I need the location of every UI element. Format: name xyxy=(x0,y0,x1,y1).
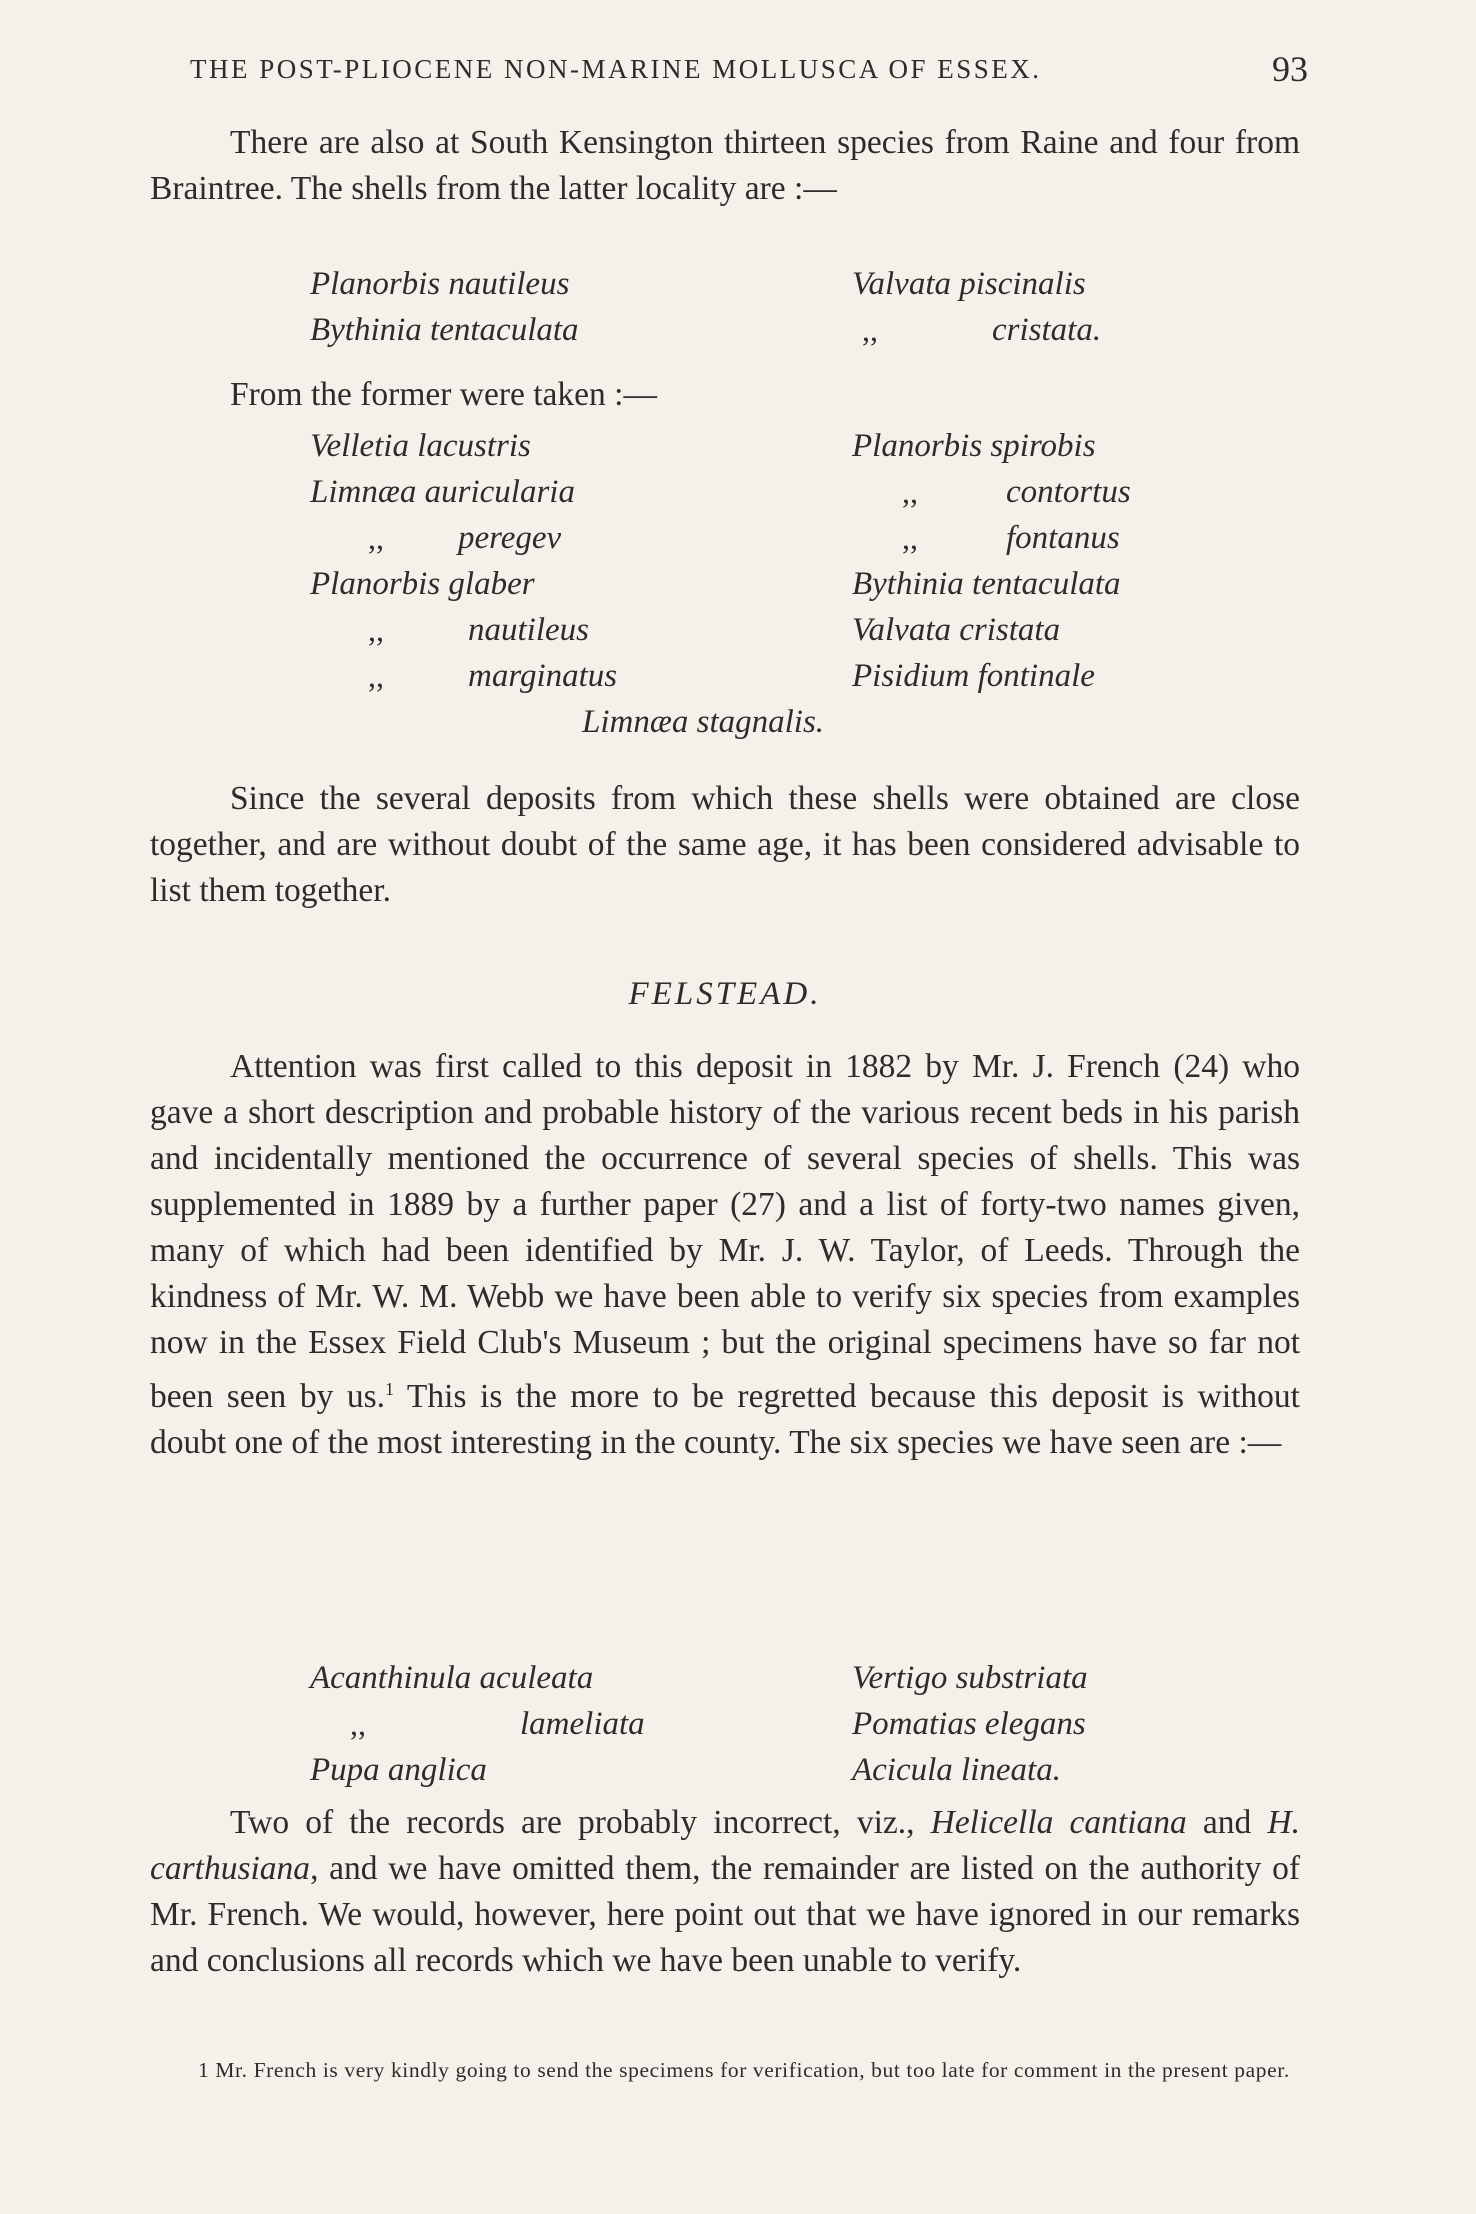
ditto-mark: ,, xyxy=(902,520,918,556)
section-heading: FELSTEAD. xyxy=(628,976,822,1012)
page-number: 93 xyxy=(1272,49,1308,89)
ditto-mark: ,, xyxy=(368,658,384,694)
list-item: Limnæa auricularia xyxy=(310,474,575,510)
list-item: Pomatias elegans xyxy=(852,1706,1086,1742)
intro-paragraph: There are also at South Kensington thirteen species from Raine and four from Braintree. The shells from the latter locality are :— xyxy=(150,124,1300,207)
list-item: nautileus xyxy=(468,612,589,648)
running-title: THE POST-PLIOCENE NON-MARINE MOLLUSCA OF ESSEX. xyxy=(190,54,1042,84)
list-item: Bythinia tentaculata xyxy=(852,566,1121,602)
species-name: H. carthusiana xyxy=(150,1804,1300,1887)
paragraph-text: Attention was first called to this deposit in 1882 by Mr. J. French (24) who gave a short description and probable history of the various recent beds in his parish and incidentally mentioned the occurrence of several species of shells. This was supplemented in 1889 by a further paper (27) and a list of forty-two names given, many of which had been identified by Mr. J. W. Taylor, of Leeds. Through the kindness of Mr. W. M. Webb we have been able to verify six species from examples now in the Essex Field Club's Museum ; but the original specimens have so far not been seen by us. xyxy=(150,1048,1300,1416)
ditto-mark: ,, xyxy=(902,474,918,510)
list-item: Pisidium fontinale xyxy=(852,658,1095,694)
list-item: cristata. xyxy=(992,312,1102,348)
footnote xyxy=(150,2058,1300,2082)
final-paragraph xyxy=(150,1800,1300,1984)
list-item: Planorbis spirobis xyxy=(852,428,1096,464)
list-item: Valvata cristata xyxy=(852,612,1061,648)
ditto-mark: ,, xyxy=(368,520,384,556)
list-item: lameliata xyxy=(520,1706,645,1742)
list-item: Bythinia tentaculata xyxy=(310,312,579,348)
paragraph-text: Two of the records are probably incorrect, viz., xyxy=(230,1804,931,1841)
list-item: marginatus xyxy=(468,658,618,694)
paragraph-text: , and we have omitted them, the remainder are listed on the authority of Mr. French. We would, however, here point out that we have ignored in our remarks and conclusions all records which we have been unable to verify. xyxy=(150,1850,1300,1979)
raine-intro: From the former were taken :— xyxy=(230,376,657,413)
list-item: Vertigo substriata xyxy=(852,1660,1088,1696)
ditto-mark: ,, xyxy=(862,312,878,348)
paragraph-text: This is the more to be regretted because this deposit is without doubt one of the most interesting in the county. The six species we have seen are :— xyxy=(150,1378,1300,1462)
species-name: Helicella cantiana xyxy=(930,1804,1187,1841)
paragraph-text: and xyxy=(1186,1804,1268,1841)
list-item: contortus xyxy=(1006,474,1131,510)
list-item-centered: Limnæa stagnalis. xyxy=(582,704,825,740)
list-item: Valvata piscinalis xyxy=(852,266,1086,302)
felstead-paragraph xyxy=(150,1044,1300,1466)
footnote-text: Mr. French is very kindly going to send the specimens for verification, but too late for comment in the present paper. xyxy=(215,2058,1290,2082)
footnote-reference: 1 xyxy=(385,1379,395,1399)
list-item: Acanthinula aculeata xyxy=(310,1660,594,1696)
list-item: peregev xyxy=(458,520,562,556)
list-item: Velletia lacustris xyxy=(310,428,531,464)
summary-paragraph: Since the several deposits from which these shells were obtained are close together, and are without doubt of the same age, it has been considered advisable to list them together. xyxy=(150,780,1300,909)
running-header xyxy=(150,46,1310,96)
ditto-mark: ,, xyxy=(350,1706,366,1742)
list-item: Planorbis nautileus xyxy=(310,266,570,302)
list-item: Planorbis glaber xyxy=(310,566,535,602)
ditto-mark: ,, xyxy=(368,612,384,648)
list-item: Acicula lineata. xyxy=(852,1752,1061,1788)
list-item: Pupa anglica xyxy=(310,1752,487,1788)
list-item: fontanus xyxy=(1006,520,1120,556)
footnote-mark: 1 xyxy=(198,2058,210,2082)
